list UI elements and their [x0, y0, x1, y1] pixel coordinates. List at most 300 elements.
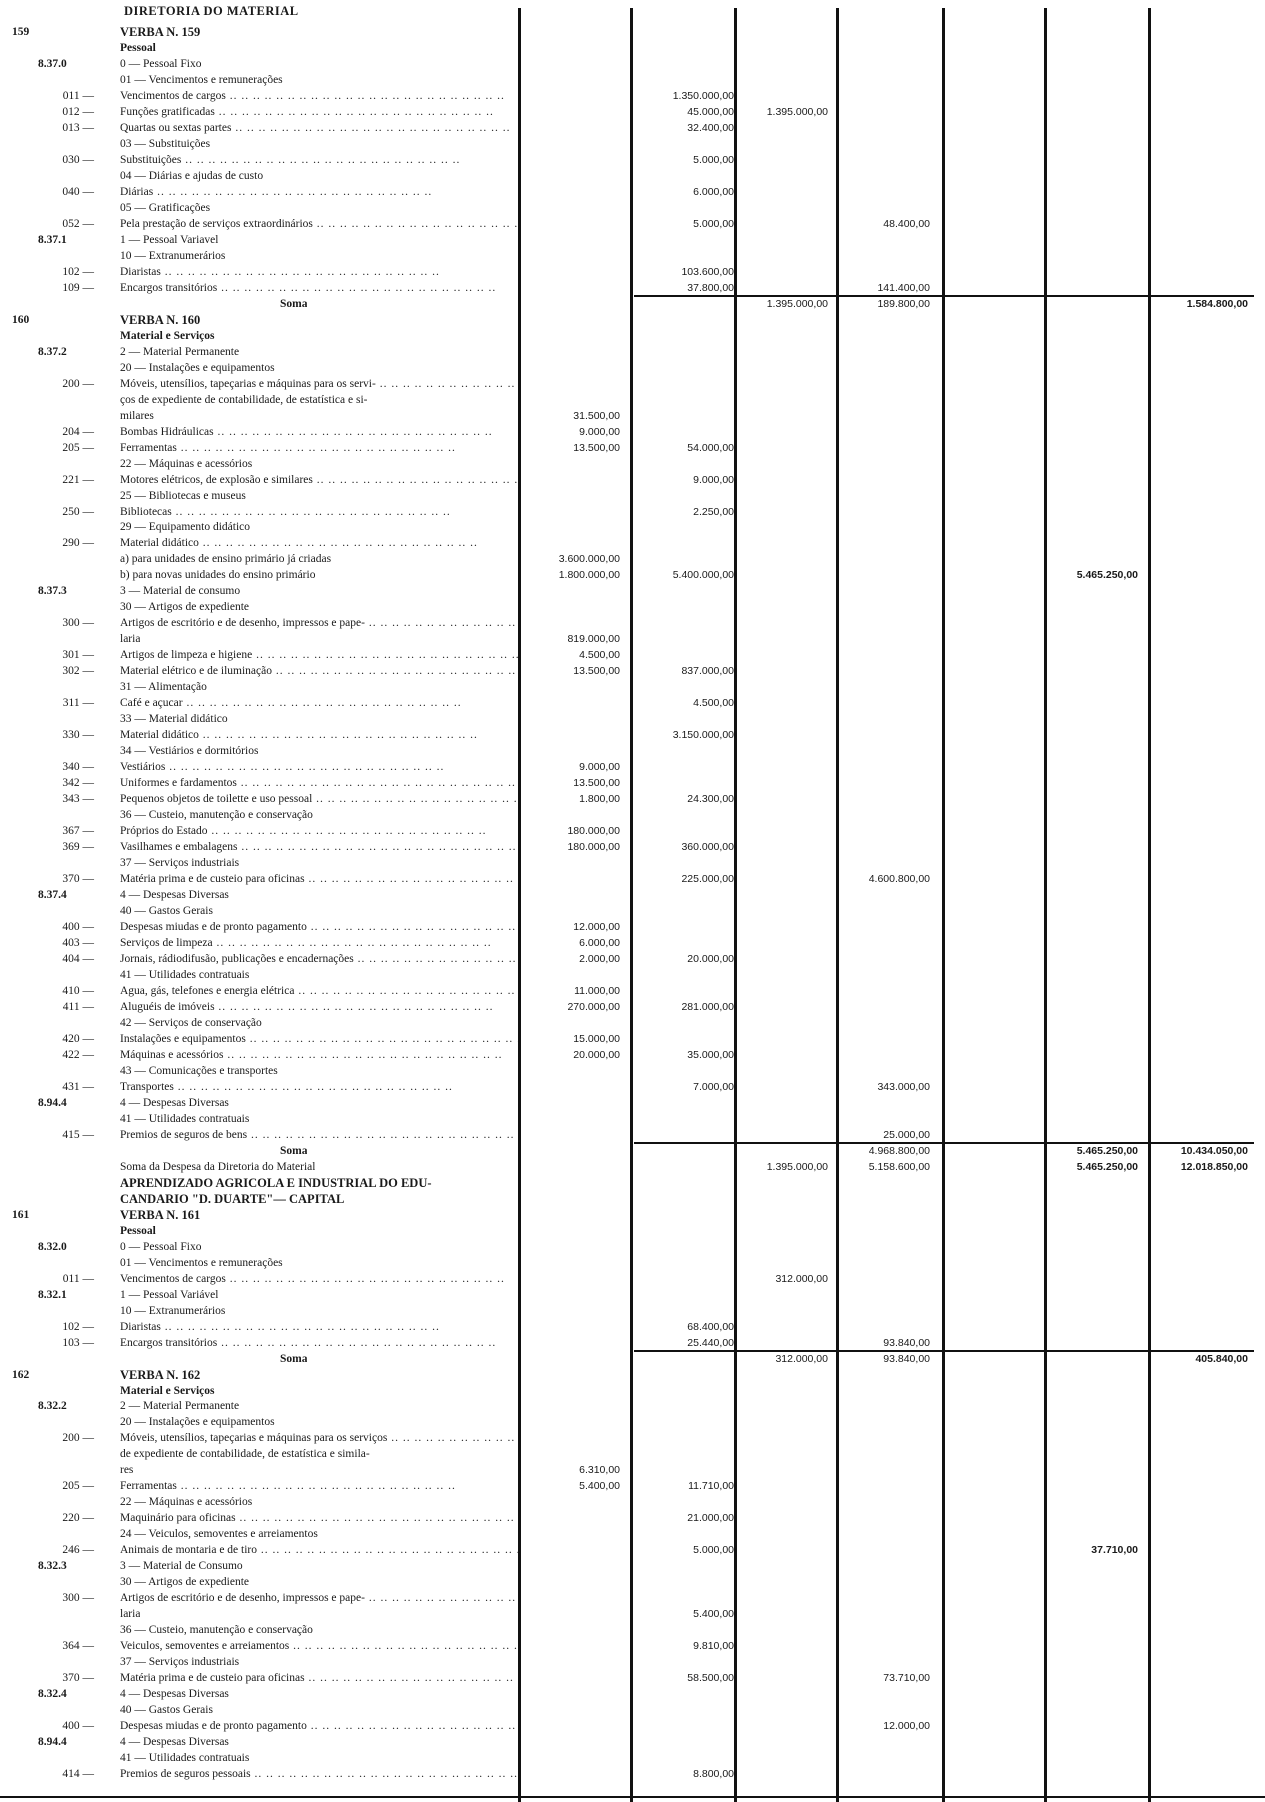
ledger-row	[0, 1576, 1265, 1588]
ledger-row	[0, 1049, 1265, 1061]
item-description: Material didático .. ..	[120, 729, 478, 741]
item-description: Pequenos objetos de toilette e uso pessoal .. ..	[120, 793, 518, 805]
amount-c2: 58.500,00	[687, 1672, 734, 1685]
amount-c2: 9.810,00	[693, 1640, 734, 1653]
item-description: Café e açucar .. ..	[120, 697, 462, 709]
ledger-row	[0, 330, 1265, 342]
item-description: de expediente de contabilidade, de estatística e simila-	[120, 1448, 370, 1461]
ledger-row	[0, 569, 1265, 581]
verba-number: 160	[12, 313, 30, 326]
ledger-row	[0, 1081, 1265, 1093]
ledger-row	[0, 1129, 1265, 1141]
item-code: 302 —	[62, 665, 94, 678]
section-code: 8.32.4	[38, 1688, 67, 1701]
item-description: 36 — Custeio, manutenção e conservação	[120, 809, 313, 822]
ledger-row	[0, 761, 1265, 773]
item-description: Premios de seguros pessoais .. ..	[120, 1768, 518, 1780]
ledger-row	[0, 873, 1265, 885]
ledger-row	[0, 809, 1265, 821]
item-code: 200 —	[62, 377, 94, 390]
amount-c2: 360.000,00	[681, 841, 734, 854]
amount-c2: 5.000,00	[693, 217, 734, 230]
amount-c1: 20.000,00	[573, 1048, 620, 1061]
item-code: 431 —	[62, 1080, 94, 1093]
item-code: 205 —	[62, 1480, 94, 1493]
amount-c4: 189.800,00	[877, 297, 930, 310]
item-code: 400 —	[62, 921, 94, 933]
amount-c2: 37.800,00	[687, 281, 734, 294]
amount-c2: 5.000,00	[693, 1544, 734, 1557]
ledger-row	[0, 1496, 1265, 1508]
item-description: Despesas miudas e de pronto pagamento .. ..	[120, 1720, 518, 1732]
item-description: 20 — Instalações e equipamentos	[120, 361, 275, 374]
ledger-row	[0, 1400, 1265, 1412]
amount-c1: 9.000,00	[579, 761, 620, 774]
amount-c2: 24.300,00	[687, 793, 734, 806]
ledger-row	[0, 1257, 1265, 1269]
item-description: Instalações e equipamentos .. ..	[120, 1033, 518, 1045]
item-description: 3 — Material de Consumo	[120, 1560, 243, 1573]
item-code: 415 —	[62, 1128, 94, 1141]
item-description: Móveis, utensílios, tapeçarias e máquinas para os serviços .. ..	[120, 1432, 518, 1444]
section-code: 8.37.4	[38, 889, 67, 901]
ledger-row	[0, 585, 1265, 597]
item-code: 370 —	[62, 873, 94, 885]
item-description: 0 — Pessoal Fixo	[120, 1240, 202, 1253]
ledger-row	[0, 1321, 1265, 1333]
section-code: 8.37.0	[38, 58, 67, 70]
soma-label: Soma	[280, 1352, 308, 1365]
amount-c2: 225.000,00	[681, 873, 734, 885]
amount-c2: 11.710,00	[688, 1480, 734, 1493]
item-code: 040 —	[62, 185, 94, 198]
item-description: 41 — Utilidades contratuais	[120, 968, 250, 981]
item-description: 24 — Veiculos, semoventes e arreiamentos	[120, 1528, 318, 1541]
amount-c6: 10.434.050,00	[1180, 1144, 1248, 1157]
item-description: Matéria prima e de custeio para oficinas .. ..	[120, 1672, 518, 1684]
item-description: 22 — Máquinas e acessórios	[120, 457, 253, 470]
ledger-row	[0, 250, 1265, 262]
amount-c2: 20.000,00	[687, 952, 734, 965]
item-code: 013 —	[62, 121, 94, 134]
amount-c2: 8.800,00	[693, 1768, 734, 1780]
ledger-row	[0, 490, 1265, 502]
amount-c1: 180.000,00	[567, 825, 620, 838]
amount-c6: 1.584.800,00	[1186, 297, 1248, 310]
item-code: 367 —	[62, 825, 94, 838]
ledger-row	[0, 378, 1265, 390]
ledger-row	[0, 921, 1265, 933]
subtotal-rule	[634, 1350, 1254, 1352]
ledger-row	[0, 410, 1265, 422]
ledger-row	[0, 681, 1265, 693]
amount-c2: 32.400,00	[687, 121, 734, 134]
ledger-row	[0, 170, 1265, 182]
ledger-row	[0, 154, 1265, 166]
ledger-row	[0, 793, 1265, 805]
section-heading: VERBA N. 161	[120, 1208, 201, 1221]
item-code: 109 —	[62, 281, 94, 294]
ledger-row	[0, 985, 1265, 997]
section-code: 8.32.2	[38, 1400, 67, 1413]
section-heading: CANDARIO "D. DUARTE"— CAPITAL	[120, 1192, 345, 1205]
item-code: 330 —	[62, 729, 94, 742]
item-code: 420 —	[62, 1032, 94, 1045]
amount-c4: 73.710,00	[883, 1672, 930, 1685]
item-description: 22 — Máquinas e acessórios	[120, 1496, 253, 1509]
item-description: Diárias .. ..	[120, 186, 432, 198]
amount-c2: 6.000,00	[693, 185, 734, 198]
ledger-row	[0, 1225, 1265, 1237]
ledger-row	[0, 1544, 1265, 1556]
ledger-row	[0, 1768, 1265, 1780]
item-description: Veiculos, semoventes e arreiamentos .. ..	[120, 1640, 518, 1652]
item-description: Vencimentos de cargos .. ..	[120, 1273, 505, 1285]
amount-c4: 93.840,00	[883, 1352, 930, 1365]
ledger-row	[0, 937, 1265, 949]
item-code: 403 —	[62, 937, 94, 949]
ledger-row	[0, 1720, 1265, 1732]
ledger-row	[0, 825, 1265, 837]
ledger-row	[0, 1528, 1265, 1540]
item-description: 1 — Pessoal Variavel	[120, 233, 219, 246]
ledger-row	[0, 1464, 1265, 1476]
ledger-row	[0, 106, 1265, 118]
item-code: 300 —	[62, 1592, 94, 1605]
section-heading: VERBA N. 160	[120, 313, 201, 326]
ledger-row	[0, 617, 1265, 629]
section-code: 8.32.1	[38, 1288, 67, 1301]
ledger-row	[0, 234, 1265, 246]
ledger-row	[0, 1145, 1265, 1157]
amount-c1: 180.000,00	[567, 841, 620, 854]
amount-c1: 9.000,00	[579, 425, 620, 438]
ledger-row	[0, 474, 1265, 486]
item-description: Próprios do Estado .. ..	[120, 825, 487, 837]
ledger-row	[0, 1273, 1265, 1285]
ledger-row	[0, 1672, 1265, 1684]
ledger-row	[0, 1608, 1265, 1620]
amount-c1: 6.000,00	[579, 937, 620, 949]
item-code: 410 —	[62, 984, 94, 997]
item-description: 10 — Extranumerários	[120, 249, 226, 262]
item-description: Maquinário para oficinas .. ..	[120, 1512, 515, 1524]
amount-c1: 5.400,00	[579, 1480, 620, 1493]
amount-c5: 37.710,00	[1091, 1544, 1138, 1557]
amount-c3: 312.000,00	[775, 1272, 828, 1285]
item-description: Material e Serviços	[120, 1384, 215, 1397]
item-description: res	[120, 1464, 134, 1477]
amount-c4: 93.840,00	[883, 1336, 930, 1349]
item-description: Animais de montaria e de tiro .. ..	[120, 1544, 518, 1556]
ledger-row	[0, 729, 1265, 741]
amount-c2: 9.000,00	[693, 473, 734, 486]
amount-c2: 45.000,00	[687, 105, 734, 118]
item-description: Artigos de escritório e de desenho, impressos e pape- .. ..	[120, 617, 518, 629]
ledger-row	[0, 697, 1265, 709]
ledger-row	[0, 1161, 1265, 1173]
item-code: 300 —	[62, 617, 94, 630]
section-code: 8.37.2	[38, 345, 67, 358]
item-code: 102 —	[62, 265, 94, 278]
item-description: 05 — Gratificações	[120, 201, 211, 214]
item-description: 20 — Instalações e equipamentos	[120, 1416, 275, 1429]
section-heading: APRENDIZADO AGRICOLA E INDUSTRIAL DO EDU-	[120, 1176, 432, 1189]
item-code: 221 —	[62, 473, 94, 486]
item-code: 411 —	[62, 1000, 94, 1013]
item-description: Diaristas .. ..	[120, 1321, 440, 1333]
amount-c1: 13.500,00	[573, 441, 620, 454]
section-code: 8.37.1	[38, 233, 67, 246]
amount-c1: 11.000,00	[574, 984, 620, 997]
ledger-row	[0, 1017, 1265, 1029]
item-description: 41 — Utilidades contratuais	[120, 1752, 250, 1764]
item-code: 343 —	[62, 793, 94, 806]
ledger-row	[0, 777, 1265, 789]
item-description: Agua, gás, telefones e energia elétrica .. ..	[120, 985, 518, 997]
ledger-row	[0, 1305, 1265, 1317]
amount-c4: 4.600.800,00	[868, 873, 930, 885]
item-description: 41 — Utilidades contratuais	[120, 1112, 250, 1125]
amount-c2: 54.000,00	[687, 441, 734, 454]
item-description: Diaristas .. ..	[120, 266, 440, 278]
item-code: 340 —	[62, 761, 94, 774]
ledger-row	[0, 1448, 1265, 1460]
ledger-row	[0, 266, 1265, 278]
item-description: ços de expediente de contabilidade, de estatística e si-	[120, 393, 368, 406]
item-description: Uniformes e fardamentos .. ..	[120, 777, 516, 789]
amount-c5: 5.465.250,00	[1076, 1160, 1138, 1173]
item-description: 40 — Gastos Gerais	[120, 905, 213, 917]
item-description: Bombas Hidráulicas .. ..	[120, 426, 493, 438]
amount-c2: 5.400.000,00	[672, 569, 734, 582]
ledger-row	[0, 346, 1265, 358]
item-description: Substituições .. ..	[120, 154, 460, 166]
ledger-row	[0, 1592, 1265, 1604]
verba-number: 162	[12, 1368, 30, 1381]
amount-c3: 312.000,00	[775, 1352, 828, 1365]
amount-c6: 12.018.850,00	[1180, 1160, 1248, 1173]
ledger-row	[0, 1001, 1265, 1013]
ledger-row	[0, 1241, 1265, 1253]
item-description: laria	[120, 633, 141, 646]
item-description: 25 — Bibliotecas e museus	[120, 489, 246, 502]
amount-c2: 3.150.000,00	[672, 729, 734, 742]
item-code: 311 —	[62, 697, 94, 710]
item-code: 400 —	[62, 1720, 94, 1733]
section-code: 8.32.3	[38, 1560, 67, 1573]
item-description: 40 — Gastos Gerais	[120, 1704, 213, 1717]
ledger-row	[0, 202, 1265, 214]
item-description: Ferramentas .. ..	[120, 442, 456, 454]
ledger-row	[0, 1512, 1265, 1524]
ledger-row	[0, 122, 1265, 134]
ledger-row	[0, 553, 1265, 565]
ledger-row	[0, 442, 1265, 454]
section-heading: VERBA N. 162	[120, 1368, 201, 1381]
item-description: Transportes .. ..	[120, 1081, 453, 1093]
amount-c5: 5.465.250,00	[1076, 569, 1138, 582]
ledger-row	[0, 857, 1265, 869]
ledger-row	[0, 1337, 1265, 1349]
section-code: 8.94.4	[38, 1096, 67, 1109]
item-code: 414 —	[62, 1768, 94, 1780]
ledger-row	[0, 1416, 1265, 1428]
ledger-row	[0, 458, 1265, 470]
ledger-row	[0, 969, 1265, 981]
item-code: 342 —	[62, 777, 94, 790]
item-code: 030 —	[62, 153, 94, 166]
amount-c5: 5.465.250,00	[1076, 1144, 1138, 1157]
item-description: Máquinas e acessórios .. ..	[120, 1049, 502, 1061]
item-description: 1 — Pessoal Variável	[120, 1288, 219, 1301]
amount-c2: 5.000,00	[693, 153, 734, 166]
amount-c2: 35.000,00	[687, 1048, 734, 1061]
amount-c1: 12.000,00	[573, 921, 620, 933]
item-description: milares	[120, 409, 154, 422]
item-code: 422 —	[62, 1048, 94, 1061]
subtotal-rule	[634, 1142, 1254, 1144]
item-description: 2 — Material Permanente	[120, 1400, 240, 1413]
item-code: 364 —	[62, 1640, 94, 1653]
item-description: b) para novas unidades do ensino primário	[120, 569, 316, 582]
amount-c2: 837.000,00	[681, 665, 734, 678]
amount-c4: 343.000,00	[877, 1080, 930, 1093]
item-code: 011 —	[62, 1272, 94, 1285]
item-description: 37 — Serviços industriais	[120, 1656, 240, 1669]
item-description: 30 — Artigos de expediente	[120, 601, 250, 614]
ledger-row	[0, 1640, 1265, 1652]
amount-c1: 31.500,00	[573, 409, 620, 422]
amount-c4: 5.158.600,00	[868, 1160, 930, 1173]
amount-c4: 12.000,00	[883, 1720, 930, 1733]
item-description: 33 — Material didático	[120, 713, 228, 726]
item-description: 2 — Material Permanente	[120, 345, 240, 358]
item-description: 03 — Substituições	[120, 137, 211, 150]
item-description: 34 — Vestiários e dormitórios	[120, 745, 259, 758]
ledger-row	[0, 841, 1265, 853]
ledger-row	[0, 713, 1265, 725]
ledger-row	[0, 218, 1265, 230]
section-code: 8.37.3	[38, 585, 67, 598]
item-description: Móveis, utensílios, tapeçarias e máquinas para os servi- .. ..	[120, 378, 518, 390]
ledger-row	[0, 1209, 1265, 1221]
ledger-row	[0, 521, 1265, 533]
amount-c1: 270.000,00	[567, 1000, 620, 1013]
item-description: Despesas miudas e de pronto pagamento .. ..	[120, 921, 518, 933]
amount-c1: 1.800,00	[579, 793, 620, 806]
ledger-row	[0, 1065, 1265, 1077]
amount-c1: 819.000,00	[567, 633, 620, 646]
item-description: Matéria prima e de custeio para oficinas .. ..	[120, 873, 518, 885]
item-description: Vasilhames e embalagens .. ..	[120, 841, 517, 853]
item-description: Pessoal	[120, 1224, 156, 1237]
ledger-row	[0, 74, 1265, 86]
amount-c1: 13.500,00	[573, 665, 620, 678]
ledger-row	[0, 1193, 1265, 1205]
item-description: Funções gratificadas .. ..	[120, 106, 494, 118]
item-code: 052 —	[62, 217, 94, 230]
ledger-row	[0, 90, 1265, 102]
ledger-row	[0, 1113, 1265, 1125]
amount-c2: 281.000,00	[681, 1000, 734, 1013]
subtotal-rule	[634, 295, 1254, 297]
item-description: 31 — Alimentação	[120, 681, 207, 694]
amount-c3: 1.395.000,00	[766, 1160, 828, 1173]
item-description: Vestiários .. ..	[120, 761, 444, 773]
section-heading: VERBA N. 159	[120, 26, 201, 38]
ledger-row	[0, 1480, 1265, 1492]
item-description: Vencimentos de cargos .. ..	[120, 90, 505, 102]
item-code: 220 —	[62, 1512, 94, 1525]
item-description: 4 — Despesas Diversas	[120, 889, 229, 901]
ledger-row	[0, 633, 1265, 645]
ledger-row	[0, 1097, 1265, 1109]
item-description: Quartas ou sextas partes .. ..	[120, 122, 510, 134]
ledger-row	[0, 282, 1265, 294]
ledger-row	[0, 1624, 1265, 1636]
ledger-row	[0, 362, 1265, 374]
item-description: 30 — Artigos de expediente	[120, 1576, 250, 1589]
ledger-row	[0, 42, 1265, 54]
ledger-row	[0, 1656, 1265, 1668]
footer-rule	[0, 1796, 1265, 1798]
ledger-row	[0, 1432, 1265, 1444]
soma-label: Soma	[280, 297, 308, 310]
amount-c2: 4.500,00	[693, 697, 734, 710]
item-description: 0 — Pessoal Fixo	[120, 58, 202, 70]
ledger-row	[0, 298, 1265, 310]
amount-c1: 2.000,00	[579, 952, 620, 965]
item-description: Material didático .. ..	[120, 537, 478, 549]
verba-number: 159	[12, 26, 30, 38]
item-description: laria	[120, 1608, 141, 1621]
amount-c1: 15.000,00	[573, 1032, 620, 1045]
item-description: Aluguéis de imóveis .. ..	[120, 1001, 494, 1013]
item-code: 404 —	[62, 952, 94, 965]
item-code: 102 —	[62, 1320, 94, 1333]
ledger-row	[0, 1033, 1265, 1045]
item-description: Material elétrico e de iluminação .. ..	[120, 665, 518, 677]
ledger-row	[0, 394, 1265, 406]
item-code: 205 —	[62, 441, 94, 454]
item-description: 29 — Equipamento didático	[120, 521, 250, 534]
item-description: 4 — Despesas Diversas	[120, 1096, 229, 1109]
amount-c2: 1.350.000,00	[672, 89, 734, 102]
item-code: 204 —	[62, 425, 94, 438]
page-title: DIRETORIA DO MATERIAL	[124, 4, 299, 18]
ledger-row	[0, 745, 1265, 757]
item-description: Ferramentas .. ..	[120, 1480, 456, 1492]
amount-c4: 141.400,00	[877, 281, 930, 294]
item-description: Soma da Despesa da Diretoria do Material	[120, 1160, 316, 1173]
ledger-row	[0, 1704, 1265, 1716]
ledger-row	[0, 537, 1265, 549]
ledger-row	[0, 1353, 1265, 1365]
ledger-row	[0, 26, 1265, 38]
amount-c1: 3.600.000,00	[558, 553, 620, 566]
item-description: Material e Serviços	[120, 329, 215, 342]
item-description: Encargos transitórios .. ..	[120, 1337, 496, 1349]
amount-c6: 405.840,00	[1195, 1352, 1248, 1365]
ledger-row	[0, 1369, 1265, 1381]
ledger-row	[0, 1177, 1265, 1189]
amount-c1: 4.500,00	[579, 649, 620, 662]
item-description: 01 — Vencimentos e remunerações	[120, 1256, 283, 1269]
amount-c1: 6.310,00	[579, 1464, 620, 1477]
item-code: 246 —	[62, 1544, 94, 1557]
item-code: 301 —	[62, 649, 94, 662]
